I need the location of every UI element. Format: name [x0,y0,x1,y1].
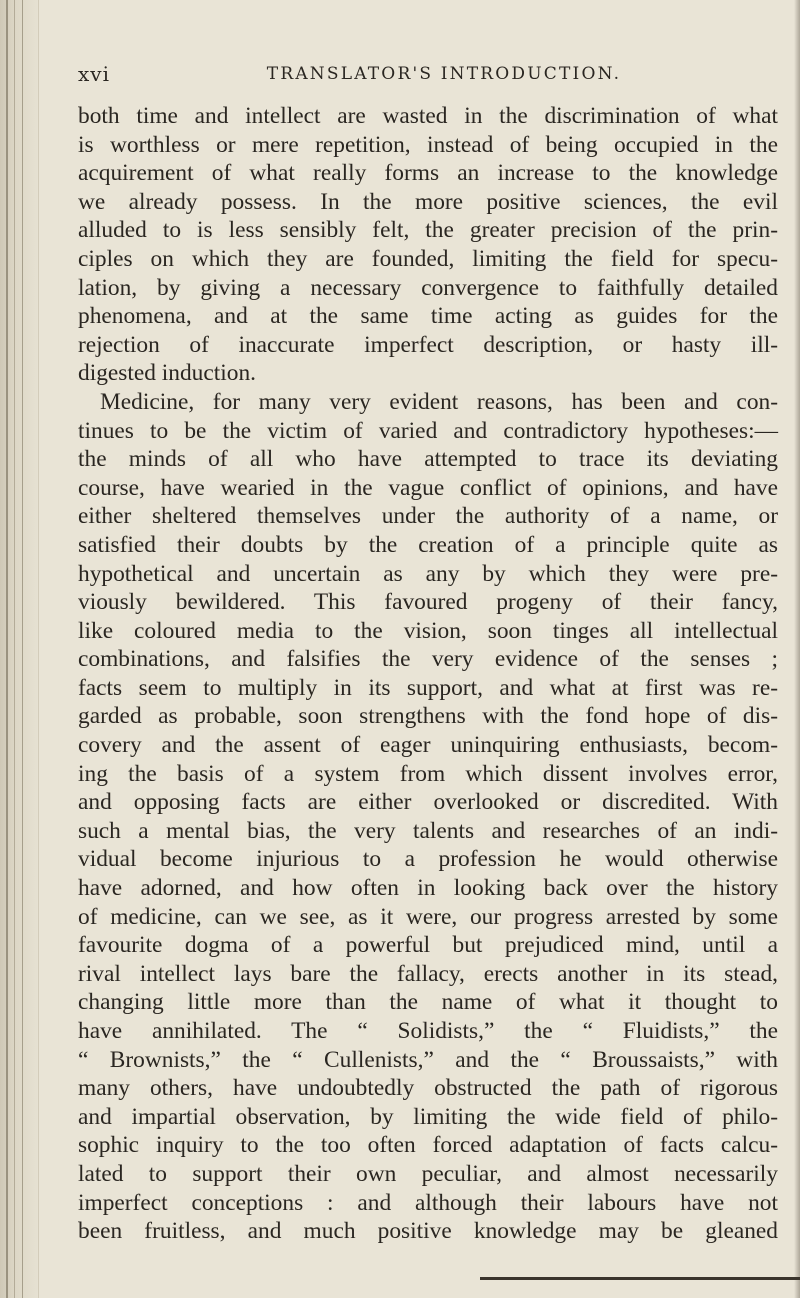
text-line: tinues to be the victim of varied and contradictory hypotheses:— [78,417,778,444]
text-line: digested induction. [78,360,256,387]
text-line: the minds of all who have attempted to trace its deviating [78,446,778,473]
text-line: rejection of inaccurate imperfect description, or hasty ill- [78,331,778,358]
text-line: combinations, and falsifies the very evidence of the senses ; [78,646,778,673]
text-line: and opposing facts are either overlooked or discredited. With [78,789,778,816]
text-line: facts seem to multiply in its support, and what at first was re- [78,674,778,701]
text-line: is worthless or mere repetition, instead of being occupied in the [78,131,778,158]
text-line: sophic inquiry to the too often forced adaptation of facts calcu- [78,1132,778,1159]
text-line: garded as probable, soon strengthens with the fond hope of dis- [78,703,778,730]
running-head: TRANSLATOR'S INTRODUCTION. [266,64,622,84]
page-right-edge [794,0,800,1298]
text-line: viously bewildered. This favoured progeny of their fancy, [78,589,778,616]
text-line: either sheltered themselves under the authority of a name, or [78,503,778,530]
text-line: changing little more than the name of what it thought to [78,989,778,1016]
text-line: favourite dogma of a powerful but prejudiced mind, until a [78,932,778,959]
text-line: imperfect conceptions : and although their labours have not [78,1189,778,1216]
text-line: acquirement of what really forms an increase to the knowledge [78,160,778,187]
body-text [78,102,778,1246]
text-line: rival intellect lays bare the fallacy, erects another in its stead, [78,960,778,987]
text-line: lated to support their own peculiar, and almost necessarily [78,1160,778,1187]
text-line: like coloured media to the vision, soon tinges all intellectual [78,617,778,644]
text-line: alluded to is less sensibly felt, the greater precision of the prin- [78,217,778,244]
text-line: ciples on which they are founded, limiting the field for specu- [78,245,778,272]
page-bottom-edge [480,1277,800,1280]
text-line: such a mental bias, the very talents and researches of an indi- [78,817,778,844]
text-line: satisfied their doubts by the creation of a principle quite as [78,531,778,558]
text-line: been fruitless, and much positive knowledge may be gleaned [78,1218,778,1245]
page-header [78,62,770,92]
text-line: ing the basis of a system from which dissent involves error, [78,760,778,787]
book-binding-edge [0,0,39,1298]
text-line: we already possess. In the more positive sciences, the evil [78,188,778,215]
text-line: of medicine, can we see, as it were, our progress arrested by some [78,903,778,930]
text-line: hypothetical and uncertain as any by which they were pre- [78,560,778,587]
page-number: xvi [78,62,110,86]
text-line: have annihilated. The “ Solidists,” the “ Fluidists,” the [78,1018,778,1044]
text-line: vidual become injurious to a profession he would otherwise [78,846,778,873]
text-line: lation, by giving a necessary convergence to faithfully detailed [78,274,778,301]
text-line: many others, have undoubtedly obstructed the path of rigorous [78,1075,778,1102]
text-line: Medicine, for many very evident reasons, has been and con- [100,388,778,415]
text-line: have adorned, and how often in looking back over the history [78,875,778,902]
text-line: both time and intellect are wasted in the discrimination of what [78,103,778,129]
text-line: phenomena, and at the same time acting as guides for the [78,303,778,330]
text-line: and impartial observation, by limiting the wide field of philo- [78,1103,778,1130]
text-line: covery and the assent of eager uninquiring enthusiasts, becom- [78,732,778,759]
text-line: “ Brownists,” the “ Cullenists,” and the “ Broussaists,” with [78,1046,778,1073]
text-line: course, have wearied in the vague conflict of opinions, and have [78,474,778,501]
